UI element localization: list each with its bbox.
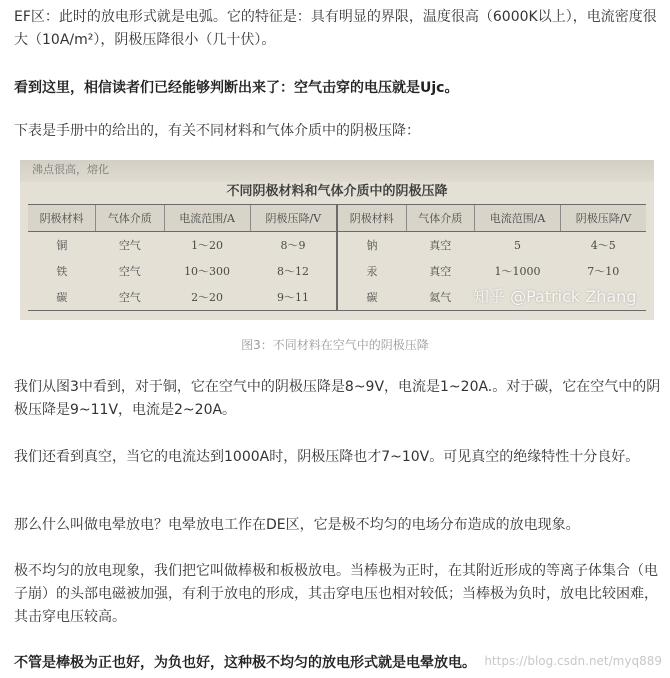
table-cell: 钠 <box>337 232 406 259</box>
figure-caption: 图3：不同材料在空气中的阴极压降 <box>241 338 429 352</box>
table-cell: 7～10 <box>587 265 620 278</box>
table-row <box>28 232 646 259</box>
figure-top-fragment: 沸点很高，熔化 <box>20 160 654 182</box>
paragraph-rod-plate: 极不均匀的放电现象，我们把它叫做棒极和板极放电。当棒极为正时，在其附近形成的等离子体集合（电子崩）的头部电磁被加强，有利于放电的形成，其击穿电压也相对较低；当棒极为负时，放电比较困难，其击穿电压较高。 <box>14 563 658 625</box>
table-cell: 8～12 <box>277 265 310 278</box>
table-cell: 空气 <box>96 284 164 311</box>
table-row <box>28 258 646 284</box>
table-cell: 10～300 <box>184 265 231 278</box>
table-cell: 空气 <box>118 239 141 252</box>
table-header-row <box>28 205 646 232</box>
paragraph-vacuum: 我们还看到真空，当它的电流达到1000A时，阴极压降也才7~10V。可见真空的绝缘特性十分良好。 <box>14 449 640 465</box>
table-cell: 氦气 <box>406 284 474 311</box>
table-cell: 2～20 <box>164 284 250 311</box>
table-cell: 汞 <box>337 258 406 284</box>
cathode-drop-figure <box>20 160 654 320</box>
paragraph-conclusion: 看到这里，相信读者们已经能够判断出来了：空气击穿的电压就是Ujc。 <box>14 80 459 96</box>
paragraph-ef-region: EF区：此时的放电形式就是电弧。它的特征是：具有明显的界限，温度很高（6000K以上），电流密度很大（10A/m²），阴极压降很小（几十伏）。 <box>14 9 657 48</box>
header-cell: 气体介质 <box>96 205 164 232</box>
table-cell: 真空 <box>429 265 452 278</box>
header-cell: 气体介质 <box>406 205 474 232</box>
table-cell: 碳 <box>337 284 406 311</box>
header-cell: 电流范围/A <box>164 205 250 232</box>
table-cell: 1～20 <box>191 239 224 252</box>
table-cell: 铜 <box>56 239 68 252</box>
header-cell: 阴极材料 <box>337 205 406 232</box>
table-cell: 真空 <box>429 239 452 252</box>
table-cell: 5 <box>514 238 522 252</box>
table-cell: 碳 <box>28 284 96 311</box>
table-cell: 铁 <box>56 265 68 278</box>
table-cell: 4～5 <box>590 239 616 252</box>
table-cell: 9～11 <box>250 284 337 311</box>
table-cell: 空气 <box>118 265 141 278</box>
zhihu-watermark: 知乎 @Patrick Zhang <box>473 287 637 306</box>
header-cell: 阴极压降/V <box>561 205 646 232</box>
header-cell: 阴极材料 <box>28 205 96 232</box>
table-cell: 8～9 <box>280 239 306 252</box>
figure-title: 不同阴极材料和气体介质中的阴极压降 <box>226 184 448 199</box>
csdn-watermark: https://blog.csdn.net/myq889 <box>484 654 662 668</box>
header-cell: 阴极压降/V <box>250 205 337 232</box>
paragraph-corona-question: 那么什么叫做电晕放电？电晕放电工作在DE区，它是极不均匀的电场分布造成的放电现象。 <box>14 517 580 533</box>
paragraph-copper-carbon: 我们从图3中看到，对于铜，它在空气中的阴极压降是8~9V，电流是1~20A.。对于碳，它在空气中的阴极压降是9~11V，电流是2~20A。 <box>14 379 661 418</box>
paragraph-table-intro: 下表是手册中的给出的，有关不同材料和气体介质中的阴极压降： <box>14 123 420 139</box>
header-cell: 电流范围/A <box>475 205 561 232</box>
paragraph-corona-conclusion: 不管是棒极为正也好，为负也好，这种极不均匀的放电形式就是电晕放电。 <box>14 655 476 671</box>
table-cell: 1～1000 <box>494 265 541 278</box>
